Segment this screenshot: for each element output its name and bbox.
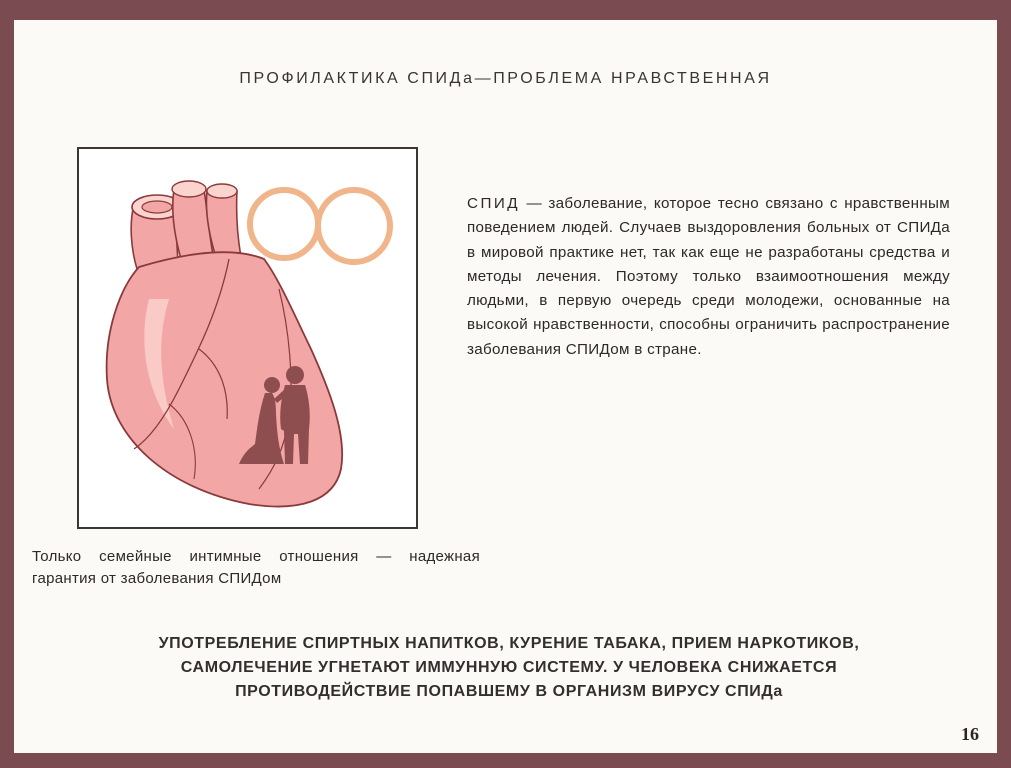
illustration-frame [77, 147, 418, 529]
page-title: ПРОФИЛАКТИКА СПИДа—ПРОБЛЕМА НРАВСТВЕННАЯ [239, 70, 772, 87]
figure-caption: Только семейные интимные отношения — надежная гарантия от заболевания СПИДом [32, 548, 480, 587]
heart-vessel-lumen [142, 201, 172, 213]
page-number: 16 [961, 724, 979, 744]
wedding-ring-left [250, 190, 318, 258]
warning-line-1: УПОТРЕБЛЕНИЕ СПИРТНЫХ НАПИТКОВ, КУРЕНИЕ ТАБАКА, ПРИЕМ НАРКОТИКОВ, [158, 635, 860, 652]
body-lead-word: СПИД [467, 195, 521, 212]
heart-body [107, 252, 343, 506]
body-text: — заболевание, которое тесно связано с нравственным поведением людей. Случаев выздоровления больных от СПИДа в мировой практике нет, так как еще не разработаны средства и методы лечения. Поэтому только взаимоотношения между людьми, в первую очередь среди молодежи, основанные на высокой нравственности, способны ограничить распространение заболевания СПИДом в стране. [467, 195, 950, 358]
heart-vessel-3-opening [207, 184, 237, 198]
heart-vessel-2-opening [172, 181, 206, 197]
body-paragraph [467, 192, 950, 362]
warning-line-2: САМОЛЕЧЕНИЕ УГНЕТАЮТ ИММУННУЮ СИСТЕМУ. У ЧЕЛОВЕКА СНИЖАЕТСЯ [180, 659, 838, 676]
warning-block [74, 632, 944, 704]
wedding-ring-right [318, 190, 390, 262]
poster-page [14, 20, 997, 753]
warning-line-3: ПРОТИВОДЕЙСТВИЕ ПОПАВШЕМУ В ОРГАНИЗМ ВИРУСУ СПИДа [235, 683, 783, 700]
heart-illustration [79, 149, 416, 527]
